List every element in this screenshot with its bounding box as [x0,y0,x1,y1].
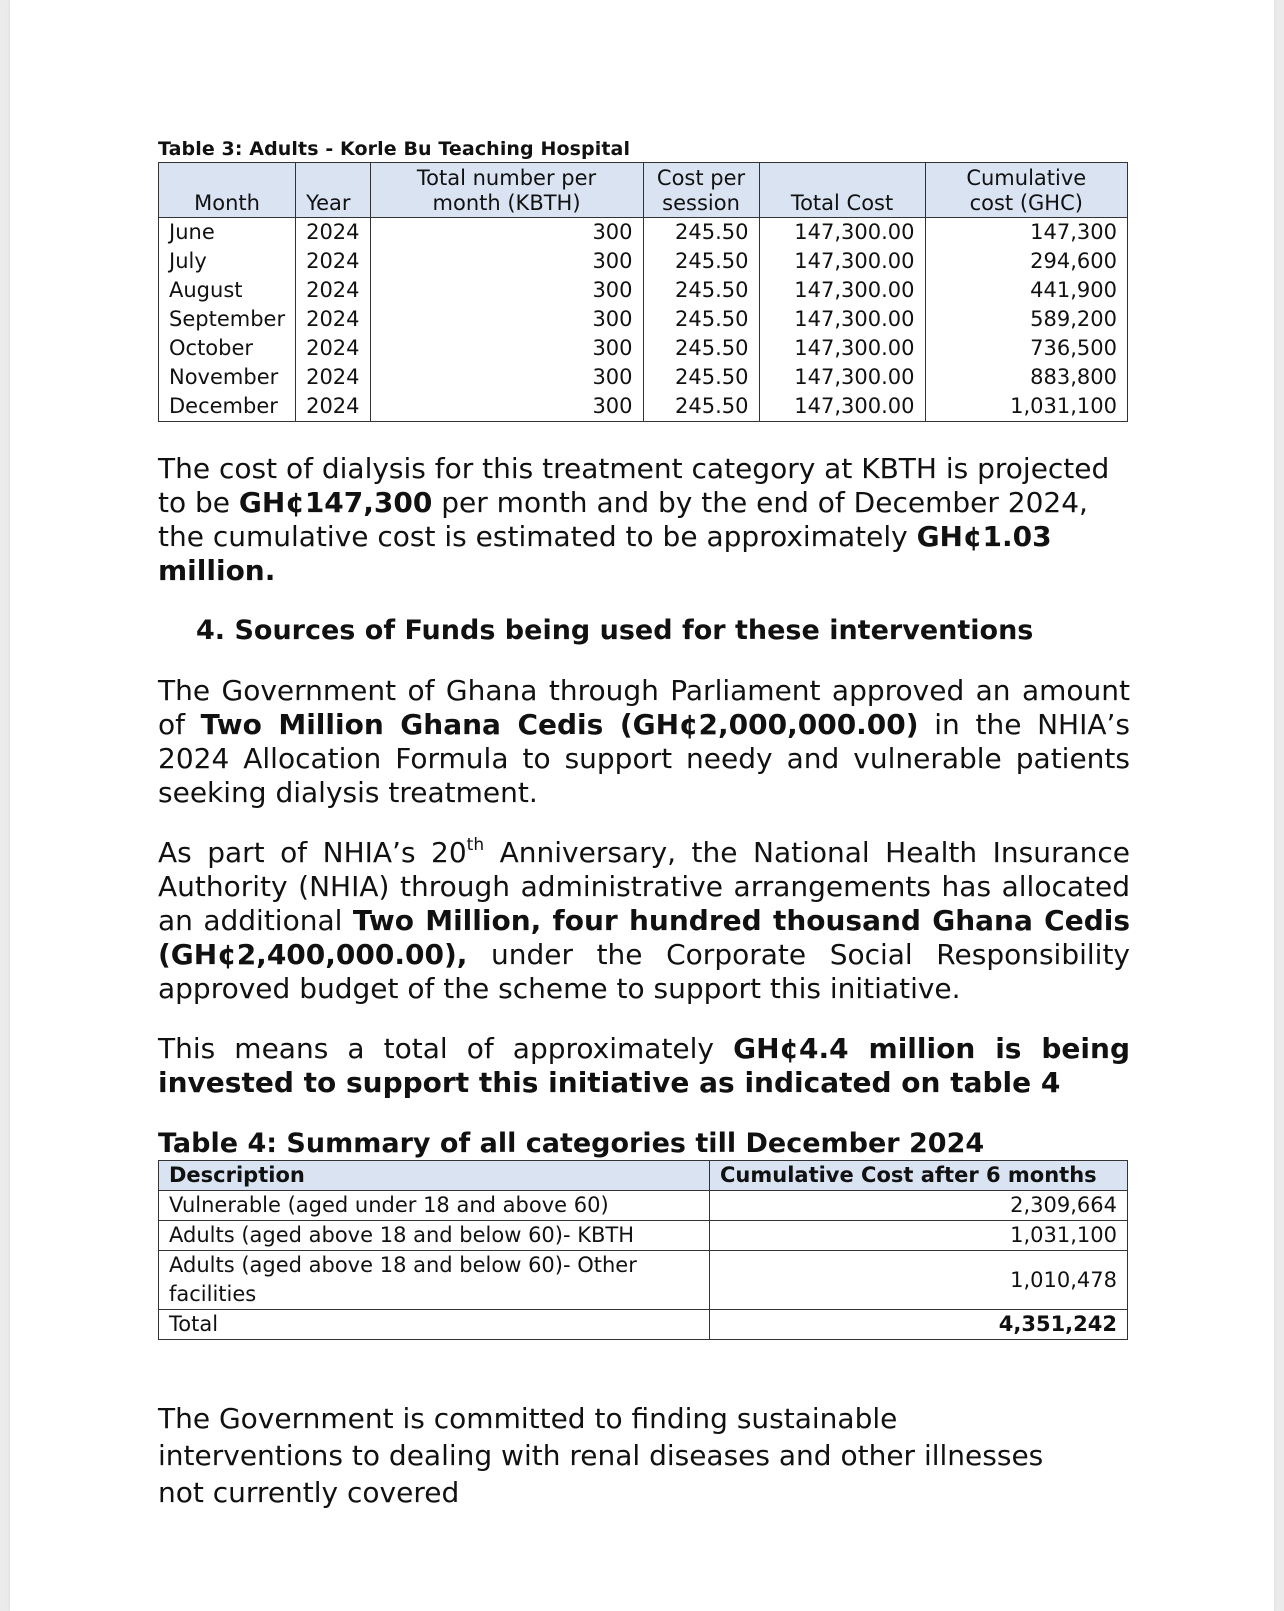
paragraph-kbth-cost [158,452,1130,588]
cell-value: 2,309,664 [710,1191,1128,1221]
cell-total-cost: 147,300.00 [759,247,925,276]
header-total-number [370,163,643,218]
cell-cumulative: 1,031,100 [925,392,1127,422]
cell-year: 2024 [296,218,370,248]
cell-description: Adults (aged above 18 and below 60)- Other facilities [159,1251,710,1310]
cell-total-cost: 147,300.00 [759,334,925,363]
document-content [158,138,1130,1511]
table-row [159,1251,1128,1310]
para4-bold1: GH¢4.4 million is being invested to support this initiative as indicated on table 4 [158,1032,1130,1099]
cell-month: June [159,218,296,248]
table-row [159,218,1128,248]
cell-month: November [159,363,296,392]
table-row [159,1191,1128,1221]
para1-text1: The cost of dialysis for this treatment category at KBTH is projected to be [158,452,1110,519]
para2-bold1: Two Million Ghana Cedis (GH¢2,000,000.00) [200,708,919,741]
cell-number: 300 [370,305,643,334]
header-cumulative-line2: cost (GHC) [969,191,1083,215]
cell-total-cost: 147,300.00 [759,218,925,248]
header-cumulative-cost [925,163,1127,218]
cell-total-cost: 147,300.00 [759,363,925,392]
document-page [10,0,1274,1611]
cell-number: 300 [370,247,643,276]
cell-month: August [159,276,296,305]
cell-number: 300 [370,392,643,422]
para3-text3: under the Corporate Social Responsibility approved budget of the scheme to support this initiative. [158,938,1130,1005]
cell-number: 300 [370,363,643,392]
header-cumulative-after-6-months: Cumulative Cost after 6 months [710,1161,1128,1191]
cell-cost-session: 245.50 [643,392,759,422]
cell-cumulative: 736,500 [925,334,1127,363]
cell-cost-session: 245.50 [643,247,759,276]
cell-year: 2024 [296,276,370,305]
cell-description: Adults (aged above 18 and below 60)- KBTH [159,1221,710,1251]
para1-bold1: GH¢147,300 [238,486,433,519]
para2-text2: in the NHIA’s 2024 Allocation Formula to support needy and vulnerable patients seeking dialysis treatment. [158,708,1130,809]
para3-text1: As part of NHIA’s 20 [158,836,467,869]
cell-month: December [159,392,296,422]
table-total-row [159,1310,1128,1340]
table-row [159,1221,1128,1251]
table-row [159,392,1128,422]
header-cost-session-line1: Cost per [656,166,746,190]
cell-number: 300 [370,276,643,305]
header-cost-session-line2: session [662,191,740,215]
section-heading-sources-of-funds: 4. Sources of Funds being used for these interventions [196,615,1034,646]
cell-year: 2024 [296,305,370,334]
cell-year: 2024 [296,363,370,392]
cell-cumulative: 589,200 [925,305,1127,334]
cell-month: July [159,247,296,276]
cell-number: 300 [370,334,643,363]
cell-cost-session: 245.50 [643,334,759,363]
cell-cumulative: 294,600 [925,247,1127,276]
para1-text2: per month and by the end of December 2024, the cumulative cost is estimated to be approximately [158,486,1088,553]
cell-total-label: Total [159,1310,710,1340]
header-total-cost: Total Cost [759,163,925,218]
table4-summary [158,1160,1128,1340]
para3-superscript: th [466,834,485,855]
header-year: Year [296,163,370,218]
table-row [159,334,1128,363]
cell-total-cost: 147,300.00 [759,276,925,305]
para4-text1: This means a total of approximately [158,1032,734,1065]
cell-number: 300 [370,218,643,248]
table-row [159,247,1128,276]
paragraph-total-investment [158,1032,1130,1100]
table3-caption: Table 3: Adults - Korle Bu Teaching Hospital [158,138,631,160]
cell-cost-session: 245.50 [643,305,759,334]
paragraph-government-approval [158,674,1130,810]
cell-cumulative: 441,900 [925,276,1127,305]
paragraph-government-commitment: The Government is committed to finding sustainable interventions to dealing with renal diseases and other illnesses not currently covered [158,1402,1044,1509]
cell-description: Vulnerable (aged under 18 and above 60) [159,1191,710,1221]
table3-header-row [159,163,1128,218]
table4-caption: Table 4: Summary of all categories till December 2024 [158,1128,985,1159]
cell-total-value: 4,351,242 [710,1310,1128,1340]
table4-header-row [159,1161,1128,1191]
cell-cumulative: 147,300 [925,218,1127,248]
table3-adults-kbth [158,162,1128,422]
cell-cost-session: 245.50 [643,218,759,248]
header-total-number-line2: month (KBTH) [432,191,581,215]
cell-month: October [159,334,296,363]
cell-value: 1,031,100 [710,1221,1128,1251]
para3-text2: Anniversary, the National Health Insurance Authority (NHIA) through administrative arrangements has allocated an additional [158,836,1130,937]
cell-total-cost: 147,300.00 [759,305,925,334]
cell-cost-session: 245.50 [643,276,759,305]
cell-year: 2024 [296,247,370,276]
paragraph-nhia-anniversary [158,836,1130,1006]
table-row [159,276,1128,305]
para3-bold1: Two Million, four hundred thousand Ghana Cedis (GH¢2,400,000.00), [158,904,1130,971]
para2-text1: The Government of Ghana through Parliament approved an amount of [158,674,1130,741]
cell-month: September [159,305,296,334]
header-total-number-line1: Total number per [416,166,597,190]
header-description: Description [159,1161,710,1191]
cell-value: 1,010,478 [710,1251,1128,1310]
table-row [159,305,1128,334]
cell-cumulative: 883,800 [925,363,1127,392]
header-cumulative-line1: Cumulative [966,166,1087,190]
cell-year: 2024 [296,334,370,363]
cell-total-cost: 147,300.00 [759,392,925,422]
cell-cost-session: 245.50 [643,363,759,392]
table-row [159,363,1128,392]
header-month: Month [159,163,296,218]
header-cost-per-session [643,163,759,218]
para1-bold2: GH¢1.03 million. [158,520,1052,587]
cell-year: 2024 [296,392,370,422]
